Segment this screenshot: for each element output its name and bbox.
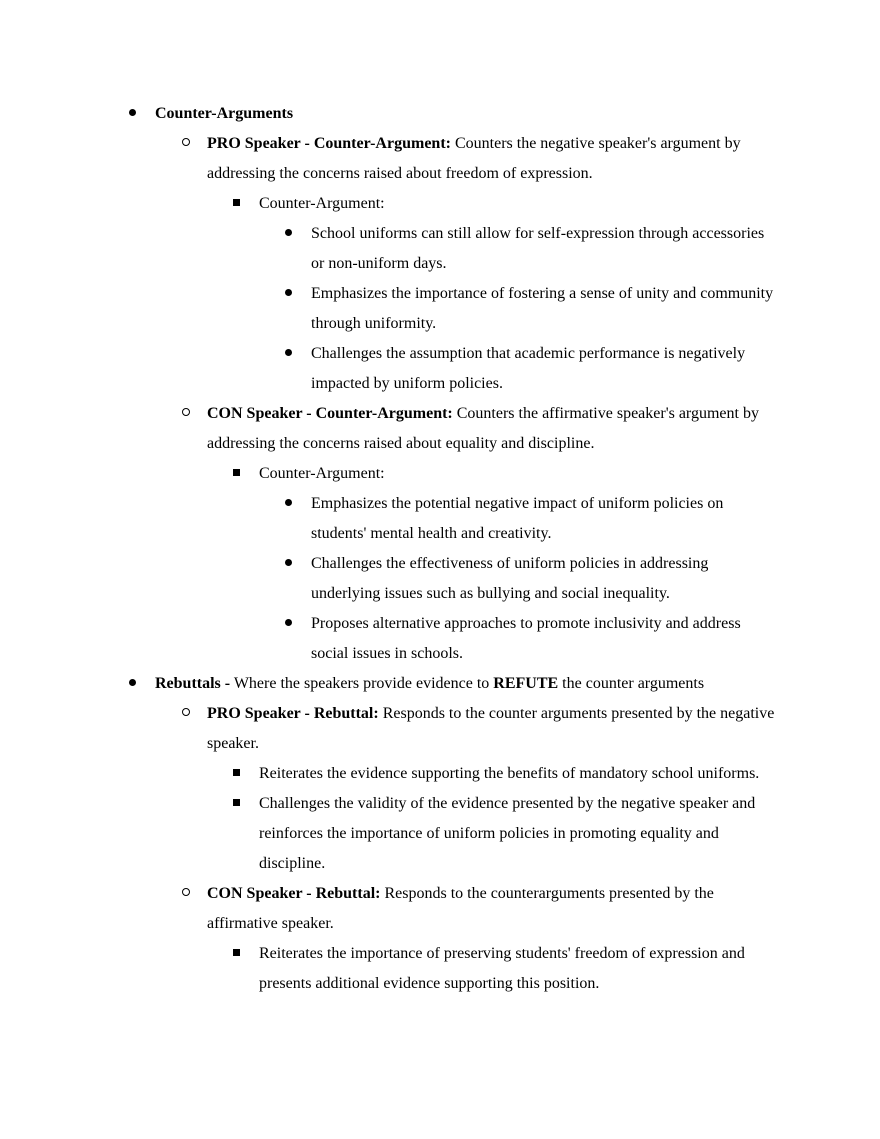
square-bullet-icon — [233, 939, 240, 969]
bullet-icon — [129, 669, 136, 699]
document-body — [0, 99, 780, 999]
circle-bullet-icon — [182, 699, 190, 729]
circle-bullet-icon — [182, 399, 190, 429]
section-rebuttals: Rebuttals - Where the speakers provide evidence to REFUTE the counter arguments — [0, 669, 780, 699]
list-item: Challenges the effectiveness of uniform policies in addressing underlying issues such as bullying and social inequality. — [0, 549, 780, 609]
bullet-icon — [285, 549, 292, 579]
list-item: Challenges the validity of the evidence presented by the negative speaker and reinforces the importance of uniform policies in promoting equality and discipline. — [0, 789, 780, 879]
pro-counter-argument: PRO Speaker - Counter-Argument: Counters the negative speaker's argument by addressing the concerns raised about freedom of expression. — [0, 129, 780, 189]
con-counter-sub: Counter-Argument: — [0, 459, 780, 489]
circle-bullet-icon — [182, 879, 190, 909]
square-bullet-icon — [233, 459, 240, 489]
list-item: School uniforms can still allow for self-expression through accessories or non-uniform days. — [0, 219, 780, 279]
square-bullet-icon — [233, 789, 240, 819]
list-item: Emphasizes the importance of fostering a sense of unity and community through uniformity. — [0, 279, 780, 339]
con-rebuttal: CON Speaker - Rebuttal: Responds to the counterarguments presented by the affirmative speaker. — [0, 879, 780, 939]
list-item: Proposes alternative approaches to promote inclusivity and address social issues in schools. — [0, 609, 780, 669]
bullet-icon — [285, 279, 292, 309]
bullet-icon — [129, 99, 136, 129]
section-counter-arguments: Counter-Arguments — [0, 99, 780, 129]
pro-rebuttal: PRO Speaker - Rebuttal: Responds to the counter arguments presented by the negative speaker. — [0, 699, 780, 759]
list-item: Challenges the assumption that academic performance is negatively impacted by uniform policies. — [0, 339, 780, 399]
bullet-icon — [285, 219, 292, 249]
con-counter-argument: CON Speaker - Counter-Argument: Counters the affirmative speaker's argument by addressing the concerns raised about equality and discipline. — [0, 399, 780, 459]
bullet-icon — [285, 489, 292, 519]
list-item: Reiterates the importance of preserving students' freedom of expression and presents additional evidence supporting this position. — [0, 939, 780, 999]
bullet-icon — [285, 609, 292, 639]
circle-bullet-icon — [182, 129, 190, 159]
square-bullet-icon — [233, 189, 240, 219]
list-item: Reiterates the evidence supporting the benefits of mandatory school uniforms. — [0, 759, 780, 789]
bullet-icon — [285, 339, 292, 369]
pro-counter-sub: Counter-Argument: — [0, 189, 780, 219]
list-item: Emphasizes the potential negative impact of uniform policies on students' mental health and creativity. — [0, 489, 780, 549]
square-bullet-icon — [233, 759, 240, 789]
